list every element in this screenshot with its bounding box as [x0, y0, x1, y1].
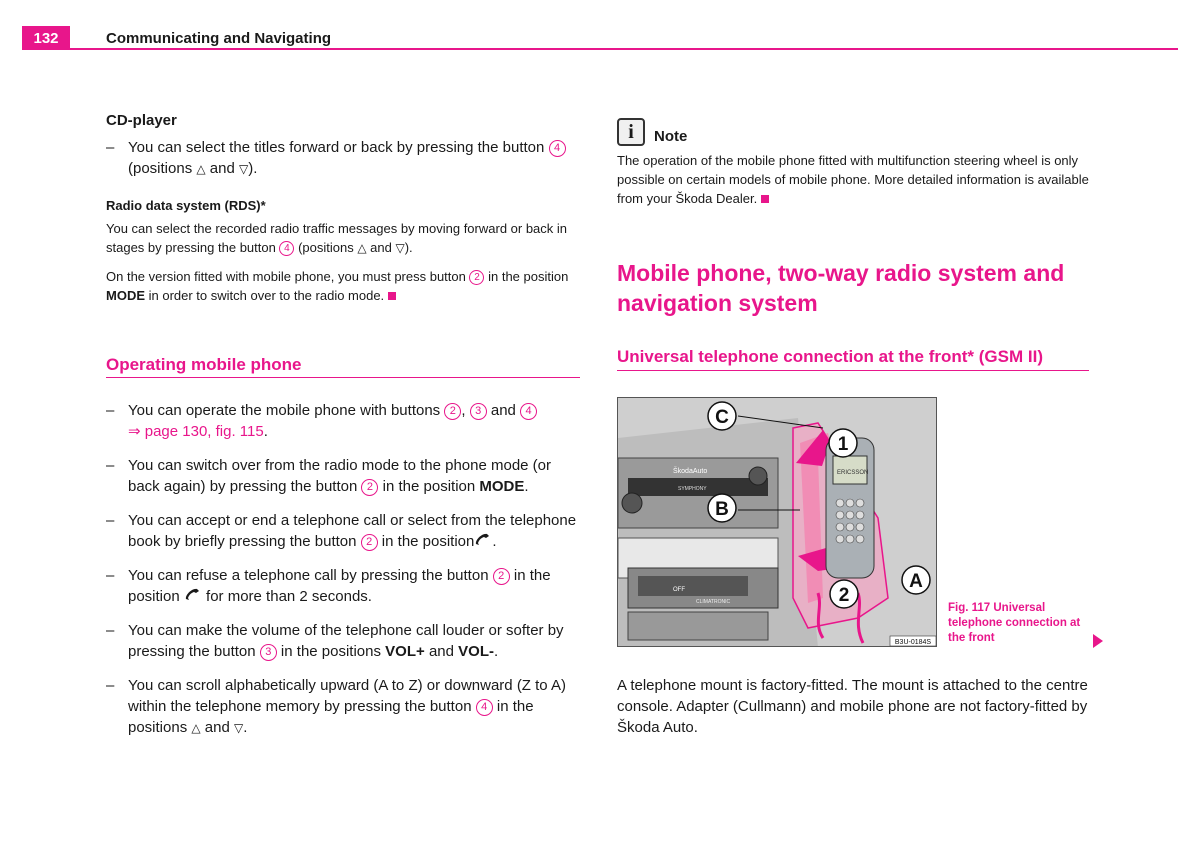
- continue-arrow-icon: [1093, 634, 1103, 648]
- bullet-scroll: – You can scroll alphabetically upward (A to Z) or downward (Z to A) within the telephone memory by pressing the button 4 in the positions △ and ▽.: [106, 675, 580, 739]
- figure-117: [617, 397, 937, 647]
- label-c: C: [715, 407, 729, 428]
- triangle-down-icon: ▽: [238, 162, 249, 176]
- triangle-up-icon: △: [196, 162, 206, 176]
- body-paragraph: A telephone mount is factory-fitted. The mount is attached to the centre console. Adapter (Cullmann) and mobile phone are not factory-fitted by Škoda Auto.: [617, 677, 1088, 736]
- button-4-icon: 4: [279, 241, 294, 256]
- button-2-icon: 2: [361, 479, 378, 496]
- button-2-icon: 2: [361, 534, 378, 551]
- figure-code: B3U-0184S: [894, 639, 932, 646]
- button-2-icon: 2: [444, 403, 461, 420]
- note-text: The operation of the mobile phone fitted with multifunction steering wheel is only possible on certain models of mobile phone. More detailed information is available from your Škoda Dealer.: [617, 153, 1089, 206]
- main-section-heading: Mobile phone, two-way radio system and navigation system: [617, 260, 1065, 316]
- rds-paragraph-1: You can select the recorded radio traffic messages by moving forward or back in stages by pressing the button 4 (positions △ and ▽).: [106, 219, 580, 258]
- section-title: Communicating and Navigating: [106, 30, 332, 47]
- info-note-icon: i: [617, 118, 645, 146]
- label-2: 2: [838, 585, 850, 606]
- bullet-accept-call: – You can accept or end a telephone call or select from the telephone book by briefly pressing the button 2 in the position .: [106, 512, 577, 550]
- cd-player-heading: CD-player: [106, 112, 177, 129]
- bullet-refuse-call: – You can refuse a telephone call by pressing the button 2 in the position for more than 2 seconds.: [106, 567, 551, 605]
- button-4-icon: 4: [476, 699, 493, 716]
- triangle-up-icon: △: [191, 721, 201, 735]
- subsection-heading: Universal telephone connection at the front* (GSM II): [617, 347, 1089, 371]
- rds-heading: Radio data system (RDS)*: [106, 198, 266, 213]
- bullet-switch-mode: – You can switch over from the radio mode to the phone mode (or back again) by pressing the button 2 in the position MODE.: [106, 457, 552, 495]
- triangle-down-icon: ▽: [395, 241, 405, 255]
- left-column: [106, 112, 580, 752]
- phone-brand-label: ERICSSON: [837, 470, 869, 476]
- button-2-icon: 2: [469, 270, 484, 285]
- phone-handset-icon: [474, 532, 492, 546]
- button-4-icon: 4: [520, 403, 537, 420]
- figure-illustration: [618, 398, 937, 647]
- end-marker-icon: [761, 195, 769, 203]
- button-4-icon: 4: [549, 140, 566, 157]
- button-2-icon: 2: [493, 568, 510, 585]
- button-3-icon: 3: [260, 644, 277, 661]
- end-marker-icon: [388, 292, 396, 300]
- label-b: B: [715, 499, 729, 520]
- climatronic-label: CLIMATRONIC: [696, 599, 731, 605]
- radio-model-label: SYMPHONY: [678, 486, 707, 492]
- label-1: 1: [837, 434, 849, 455]
- cd-bullet: – You can select the titles forward or back by pressing the button 4 (positions △ and ▽).: [106, 137, 580, 180]
- header-rule: [70, 48, 1178, 50]
- bullet-volume: – You can make the volume of the telephone call louder or softer by pressing the button 3 in the positions VOL+ and VOL-.: [106, 622, 564, 660]
- page-header: [22, 26, 1178, 50]
- label-a: A: [909, 571, 923, 592]
- operating-heading-block: [106, 355, 580, 378]
- off-label: OFF: [673, 587, 685, 593]
- page-reference-link[interactable]: ⇒ page 130, fig. 115: [128, 423, 264, 440]
- button-3-icon: 3: [470, 403, 487, 420]
- phone-handset-icon: [184, 587, 202, 601]
- bullet-operate: – You can operate the mobile phone with buttons 2 , 3 and 4 ⇒ page 130, fig. 115.: [106, 400, 580, 442]
- rds-paragraph-2: On the version fitted with mobile phone, you must press button 2 in the position MODE in order to switch over to the radio mode.: [106, 269, 569, 303]
- radio-brand-label: ŠkodaAuto: [673, 468, 708, 475]
- triangle-up-icon: △: [357, 241, 367, 255]
- figure-caption: Fig. 117 Universal telephone connection at the front: [948, 602, 1081, 644]
- operating-mobile-phone-heading: Operating mobile phone: [106, 355, 302, 374]
- note-title: Note: [654, 128, 688, 145]
- page-number: 132: [22, 26, 70, 50]
- triangle-down-icon: ▽: [233, 721, 244, 735]
